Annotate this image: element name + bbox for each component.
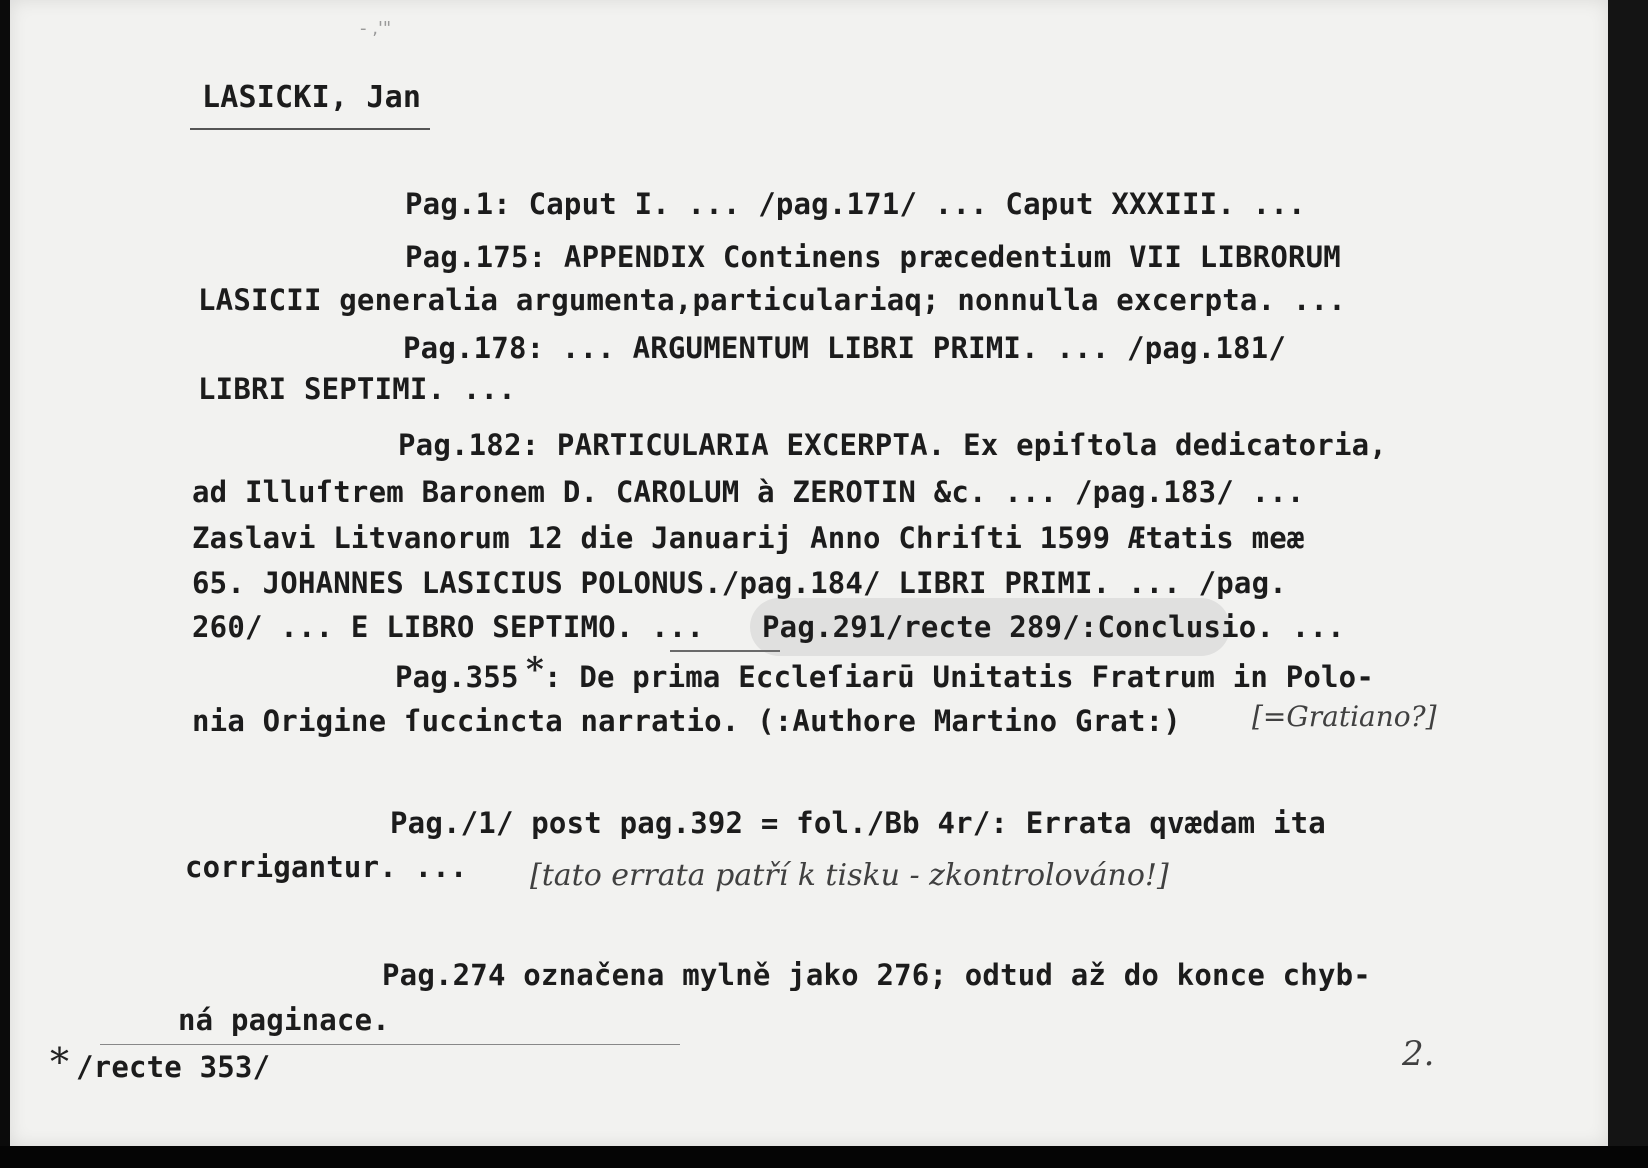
footnote-text: /recte 353/ <box>76 1050 271 1084</box>
line-1: Pag.1: Caput I. ... /pag.171/ ... Caput XXXIII. ... <box>405 187 1306 221</box>
catalog-card <box>10 0 1608 1146</box>
line-13: nia Origine ſuccincta narratio. (:Authore Martino Grat:) <box>192 704 1181 738</box>
heading-underline <box>190 128 430 130</box>
footnote-rule <box>100 1044 680 1045</box>
line-15: corrigantur. ... <box>185 850 468 884</box>
scan-edge-bottom <box>0 1146 1648 1168</box>
line-12-page: Pag.355 <box>395 660 519 694</box>
footnote-mark: * <box>50 1040 69 1084</box>
line-10: 260/ ... E LIBRO SEPTIMO. ... <box>192 610 705 644</box>
card-heading: LASICKI, Jan <box>202 80 422 115</box>
line-9: 65. JOHANNES LASICIUS POLONUS./pag.184/ LIBRI PRIMI. ... /pag. <box>192 566 1287 600</box>
card-number: 2. <box>1402 1034 1435 1074</box>
line-11: Pag.291/recte 289/:Conclusio. ... <box>762 610 1345 644</box>
line-4: Pag.178: ... ARGUMENTUM LIBRI PRIMI. ... /pag.181/ <box>403 331 1286 365</box>
asterisk-mark: * <box>526 650 544 690</box>
scan-edge-right <box>1608 0 1648 1168</box>
top-marks: - ,'" <box>360 18 392 39</box>
line-12: : De prima Eccleſiarū Unitatis Fratrum in Polo- <box>544 660 1374 694</box>
line-5: LIBRI SEPTIMI. ... <box>198 372 516 406</box>
line-16: Pag.274 označena mylně jako 276; odtud až do konce chyb- <box>382 958 1371 992</box>
line-2: Pag.175: APPENDIX Continens præcedentium VII LIBRORUM <box>405 240 1341 274</box>
line-17: ná paginace. <box>178 1003 390 1037</box>
line-6: Pag.182: PARTICULARIA EXCERPTA. Ex epiſtola dedicatoria, <box>398 428 1387 462</box>
pencil-underline <box>670 650 780 652</box>
line-3: LASICII generalia argumenta,particulariaq; nonnulla excerpta. ... <box>198 283 1346 317</box>
line-14: Pag./1/ post pag.392 = fol./Bb 4r/: Errata qvædam ita <box>390 806 1326 840</box>
line-7: ad Illuſtrem Baronem D. CAROLUM à ZEROTIN &c. ... /pag.183/ ... <box>192 475 1305 509</box>
line-8: Zaslavi Litvanorum 12 die Januarij Anno Chriſti 1599 Ætatis meæ <box>192 521 1305 555</box>
gratiano-note: [=Gratiano?] <box>1252 700 1437 733</box>
errata-note: [tato errata patří k tisku - zkontrolováno!] <box>530 858 1169 893</box>
